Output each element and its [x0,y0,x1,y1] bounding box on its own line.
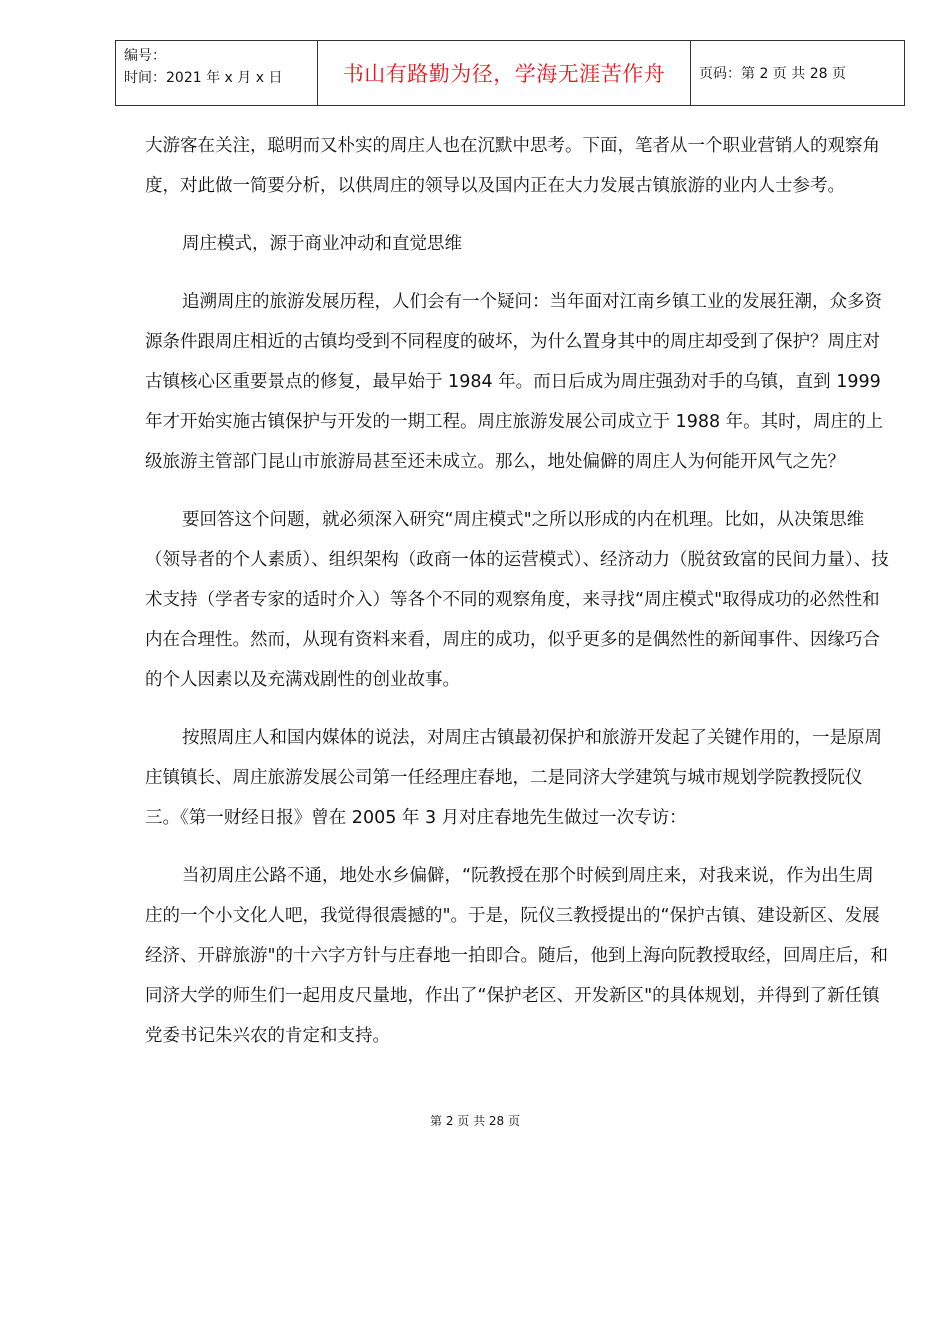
header-motto-cell [318,41,691,106]
header-meta-cell [116,41,318,106]
paragraph: 追溯周庄的旅游发展历程，人们会有一个疑问：当年面对江南乡镇工业的发展狂潮，众多资源条件跟周庄相近的古镇均受到不同程度的破坏，为什么置身其中的周庄却受到了保护？周庄对古镇核心区重要景点的修复，最早始于 1984 年。而日后成为周庄强劲对手的乌镇，直到 1999 年才开始实施古镇保护与开发的一期工程。周庄旅游发展公司成立于 1988 年。其时，周庄的上级旅游主管部门昆山市旅游局甚至还未成立。那么，地处偏僻的周庄人为何能开风气之先？ [145,292,884,472]
document-body [145,126,890,1074]
header-page-cell [691,41,905,106]
section-heading: 周庄模式，源于商业冲动和直觉思维 [182,234,462,254]
number-label: 编号： [124,48,166,64]
header-page-label: 页码：第 2 页 共 28 页 [699,66,846,82]
time-label: 时间：2021 年 x 月 x 日 [124,70,283,86]
paragraph-continued: 大游客在关注，聪明而又朴实的周庄人也在沉默中思考。下面，笔者从一个职业营销人的观察角度，对此做一简要分析，以供周庄的领导以及国内正在大力发展古镇旅游的业内人士参考。 [145,136,880,196]
paragraph: 按照周庄人和国内媒体的说法，对周庄古镇最初保护和旅游开发起了关键作用的，一是原周庄镇镇长、周庄旅游发展公司第一任经理庄春地，二是同济大学建筑与城市规划学院教授阮仪三。《第一财经日报》曾在 2005 年 3 月对庄春地先生做过一次专访： [145,728,882,828]
document-header [115,40,905,106]
header-motto: 书山有路勤为径，学海无涯苦作舟 [342,62,666,86]
footer-page-number: 第 2 页 共 28 页 [430,1114,520,1128]
paragraph: 当初周庄公路不通，地处水乡偏僻，“阮教授在那个时候到周庄来，对我来说，作为出生周庄的一个小文化人吧，我觉得很震撼的"。于是，阮仪三教授提出的“保护古镇、建设新区、发展经济、开辟旅游"的十六字方针与庄春地一拍即合。随后，他到上海向阮教授取经，回周庄后，和同济大学的师生们一起用皮尺量地，作出了“保护老区、开发新区"的具体规划，并得到了新任镇党委书记朱兴农的肯定和支持。 [145,866,889,1046]
paragraph: 要回答这个问题，就必须深入研究“周庄模式"之所以形成的内在机理。比如，从决策思维（领导者的个人素质）、组织架构（政商一体的运营模式）、经济动力（脱贫致富的民间力量）、技术支持（学者专家的适时介入）等各个不同的观察角度，来寻找“周庄模式"取得成功的必然性和内在合理性。然而，从现有资料来看，周庄的成功，似乎更多的是偶然性的新闻事件、因缘巧合的个人因素以及充满戏剧性的创业故事。 [145,510,889,690]
